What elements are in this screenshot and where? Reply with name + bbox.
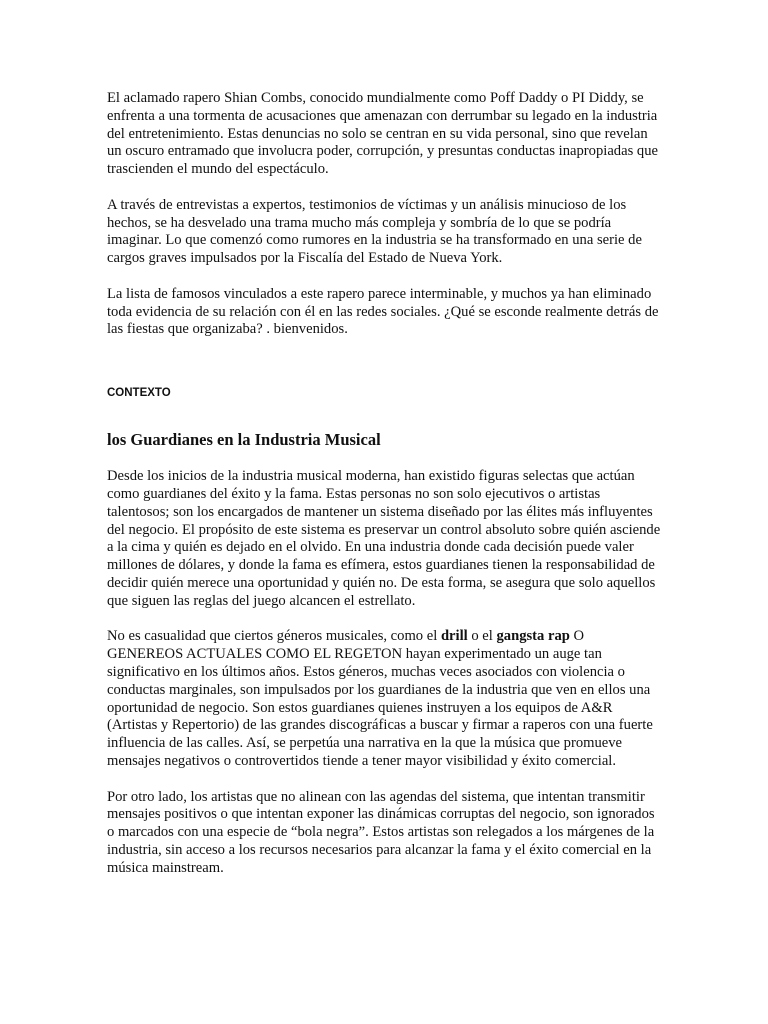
intro-paragraph-2: A través de entrevistas a expertos, testimonios de víctimas y un análisis minucioso de los hechos, se ha desvelado una trama mucho más compleja y sombría de lo que se podría imaginar. Lo que comenzó como rumores en la industria se ha transformado en una serie de cargos graves impulsados por la Fiscalía del Estado de Nueva York. <box>107 196 642 267</box>
paragraph-text: o el <box>467 628 497 645</box>
bold-term-drill: drill <box>440 628 468 645</box>
intro-paragraph-1: El aclamado rapero Shian Combs, conocido mundialmente como Poff Daddy o PI Diddy, se enfrenta a una tormenta de acusaciones que amenazan con derrumbar su legado en la industria del entretenimiento. Estas denuncias no solo se centran en su vida personal, sino que revelan un oscuro entramado que involucra poder, corrupción, y presuntas conductas inapropiadas que trascienden el mundo del espectáculo. <box>107 90 658 178</box>
section-label: CONTEXTO <box>107 387 171 400</box>
paragraph-text: O GENEREOS ACTUALES COMO EL REGETON hayan experimentado un auge tan significativo en los últimos años. Estos géneros, muchas veces asociados con violencia o conductas marginales, son impulsados por los guardianes de la industria que ven en ellos una oportunidad de negocio. Son estos guardianes quienes instruyen a los equipos de A&R (Artistas y Repertorio) de las grandes discográficas a buscar y firmar a raperos con una fuerte influencia de las calles. Así, se perpetúa una narrativa en la que la música que promueve mensajes negativos o controvertidos tiende a tener mayor visibilidad y éxito comercial. <box>107 628 653 769</box>
paragraph-text: No es casualidad que ciertos géneros musicales, como el <box>107 628 441 645</box>
bold-term-gangsta-rap: gangsta rap <box>496 628 570 645</box>
section-paragraph-2 <box>107 628 663 770</box>
section-paragraph-1: Desde los inicios de la industria musical moderna, han existido figuras selectas que actúan como guardianes del éxito y la fama. Estas personas no son solo ejecutivos o artistas talentosos; son los encargados de mantener un sistema diseñado por las élites más influyentes del negocio. El propósito de este sistema es preservar un control absoluto sobre quién asciende a la cima y quién es dejado en el olvido. En una industria donde cada decisión puede valer millones de dólares, y donde la fama es efímera, estos guardianes tienen la responsabilidad de decidir quién merece una oportunidad y quién no. De esta forma, se asegura que solo aquellos que siguen las reglas del juego alcancen el estrellato. <box>107 468 661 609</box>
document-page <box>107 90 663 877</box>
intro-paragraph-3: La lista de famosos vinculados a este rapero parece interminable, y muchos ya han eliminado toda evidencia de su relación con él en las redes sociales. ¿Qué se esconde realmente detrás de las fiestas que organizaba? . bienvenidos. <box>107 285 659 338</box>
section-paragraph-3: Por otro lado, los artistas que no alinean con las agendas del sistema, que intentan transmitir mensajes positivos o que intentan exponer las dinámicas corruptas del negocio, son ignorados o marcados con una especie de “bola negra”. Estos artistas son relegados a los márgenes de la industria, sin acceso a los recursos necesarios para alcanzar la fama y el éxito comercial en la música mainstream. <box>107 788 655 876</box>
section-title: los Guardianes en la Industria Musical <box>107 430 381 450</box>
